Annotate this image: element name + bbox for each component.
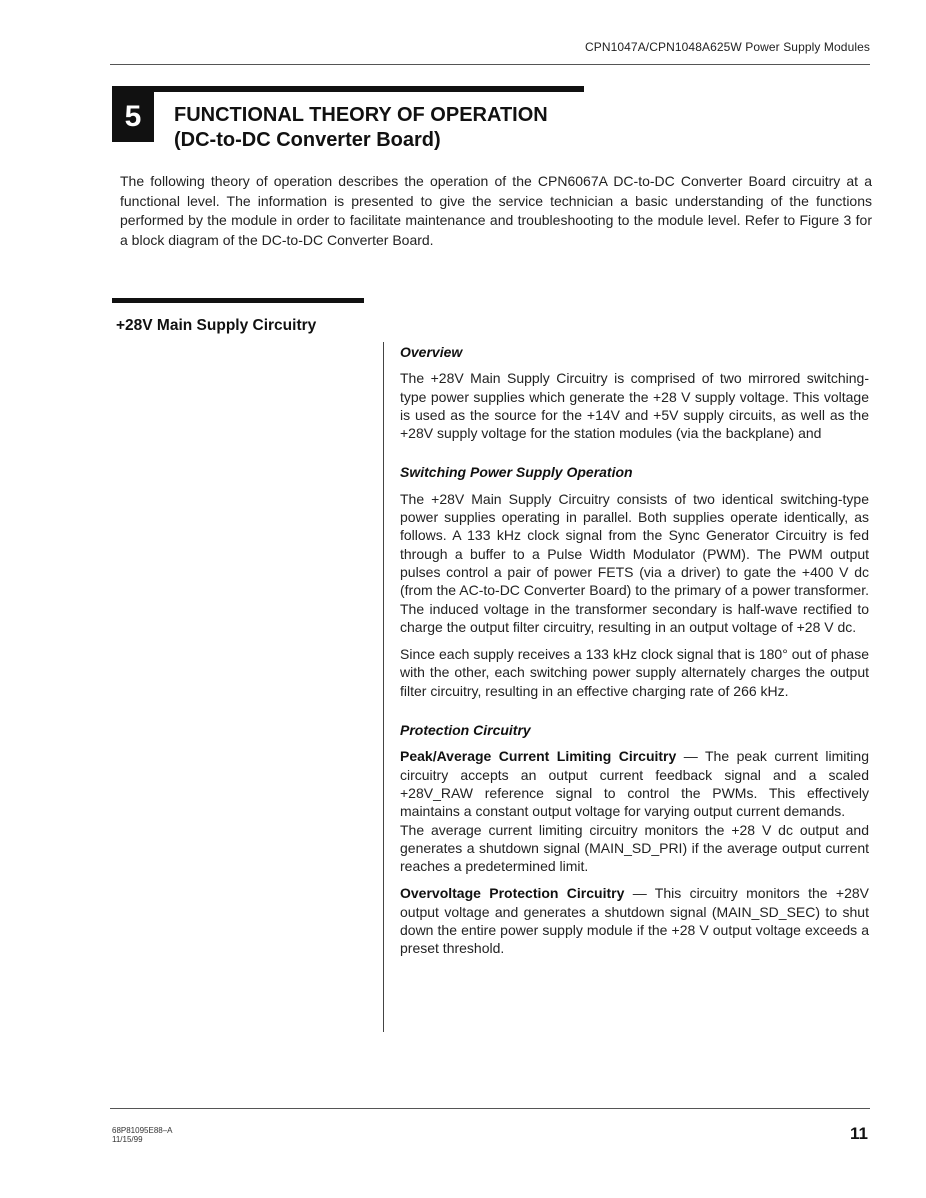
- protection-heading: Protection Circuitry: [400, 722, 531, 739]
- section-heading: +28V Main Supply Circuitry: [116, 317, 317, 334]
- section-rule: [112, 298, 364, 303]
- peak-current-paragraph: [400, 747, 869, 820]
- running-header: CPN1047A/CPN1048A625W Power Supply Modules: [584, 40, 870, 54]
- switching-paragraph-2: Since each supply receives a 133 kHz clock signal that is 180° out of phase with the other, each switching power supply alternately charges the output filter circuitry, resulting in an effective charging rate of 266 kHz.: [400, 646, 869, 699]
- peak-current-label: Peak/Average Current Limiting Circuitry: [400, 748, 677, 765]
- switching-paragraph-1: The +28V Main Supply Circuitry consists of two identical switching-type power supplies operating in parallel. Both supplies operate identically, as follows. A 133 kHz clock signal from the Sync Generator Circuitry is fed through a buffer to a Pulse Width Modulator (PWM). The PWM output pulses control a pair of power FETS (via a driver) to gate the +400 V dc (from the AC-to-DC Converter Board) to the primary of a power transformer. The induced voltage in the transformer secondary is half-wave rectified to charge the output filter circuitry, resulting in an output voltage of +28 V dc.: [400, 490, 869, 635]
- body-column: [400, 343, 869, 967]
- overview-paragraph: The +28V Main Supply Circuitry is comprised of two mirrored switching-type power supplies which generate the +28 V supply voltage. This voltage is used as the source for the +14V and +5V supply circuits, as well as the +28V supply voltage for the station modules (via the backplane) and: [400, 370, 869, 442]
- peak-current-text: — The peak current limiting circuitry accepts an output current feedback signal and a scaled +28V_RAW reference signal to control the PWMs. This effectively maintains a constant output voltage for varying output current demands.: [400, 748, 869, 820]
- chapter-number-badge: 5: [112, 92, 154, 142]
- footer-doc-info: [112, 1126, 173, 1144]
- chapter-title: [174, 103, 548, 153]
- overvoltage-text: — This circuitry monitors the +28V output voltage and generates a shutdown signal (MAIN_SD_SEC) to shut down the entire power supply module if the +28 V output voltage exceeds a preset threshold.: [400, 885, 869, 957]
- chapter-title-line2: (DC-to-DC Converter Board): [174, 129, 441, 151]
- footer-doc-code: 68P81095E88–A: [112, 1126, 173, 1135]
- overview-heading: Overview: [400, 344, 463, 360]
- page-number: 11: [850, 1124, 868, 1143]
- chapter-title-line1: FUNCTIONAL THEORY OF OPERATION: [174, 104, 548, 126]
- column-divider: [383, 342, 384, 1032]
- chapter-title-rule: [112, 86, 584, 92]
- average-current-paragraph: The average current limiting circuitry monitors the +28 V dc output and generates a shutdown signal (MAIN_SD_PRI) if the average output current reaches a predetermined limit.: [400, 821, 869, 875]
- switching-heading: Switching Power Supply Operation: [400, 464, 633, 481]
- overvoltage-label: Overvoltage Protection Circuitry: [400, 885, 625, 902]
- intro-paragraph: The following theory of operation describes the operation of the CPN6067A DC-to-DC Converter Board circuitry at a functional level. The information is presented to give the service technician a basic understanding of the functions performed by the module in order to facilitate maintenance and troubleshooting to the module level. Refer to Figure 3 for a block diagram of the DC-to-DC Converter Board.: [120, 173, 872, 248]
- overvoltage-paragraph: [400, 884, 869, 957]
- footer-date: 11/15/99: [112, 1135, 143, 1144]
- header-divider: [110, 64, 870, 65]
- footer-divider: [110, 1108, 870, 1109]
